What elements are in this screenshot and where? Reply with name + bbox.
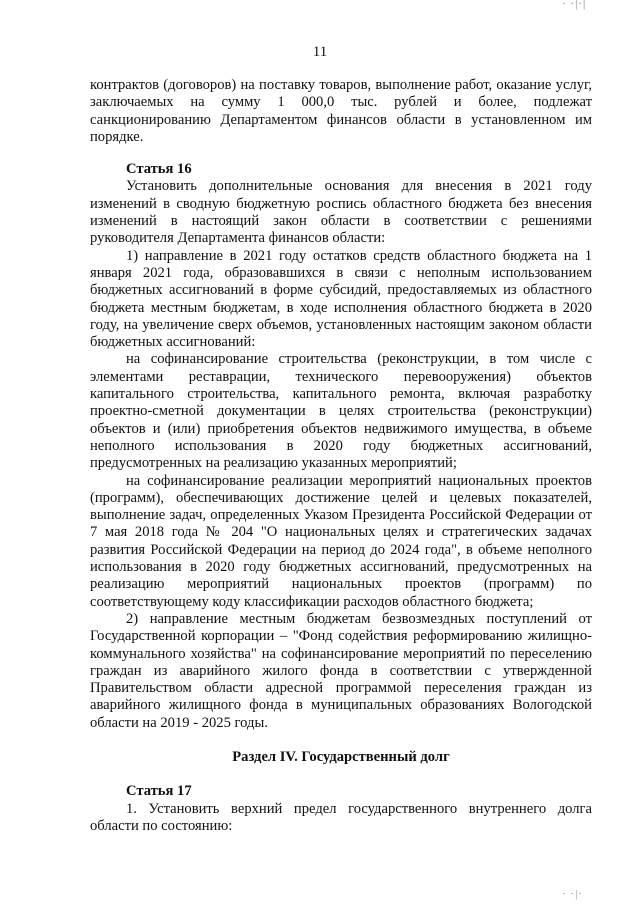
corner-mark-bottom: · ·|· [562, 888, 583, 900]
article-17-heading: Статья 17 [126, 783, 192, 800]
document-body [90, 77, 592, 835]
paragraph-article-17-item-1: 1. Установить верхний предел государственного внутреннего долга области по состоянию: [90, 800, 592, 834]
paragraph-cofinancing-construction: на софинансирование строительства (реконструкции, в том числе с элементами реставрации, технического перевооружения) объектов капитального строительства, капитального ремонта, включая разработку проектно-сметной документации в целях строительства (реконструкции) объектов и (или) приобретения объектов недвижимого имущества, в объеме неполного использования в 2020 году бюджетных ассигнований, предусмотренных на реализацию указанных мероприятий; [90, 351, 592, 472]
paragraph-cofinancing-national-projects: на софинансирование реализации мероприятий национальных проектов (программ), обеспечивающих достижение целей и целевых показателей, выполнение задач, определенных Указом Президента Российской Федерации от 7 мая 2018 года № 204 "О национальных целях и стратегических задачах развития Российской Федерации на период до 2024 года", в объеме неполного использования в 2020 году бюджетных ассигнований, предусмотренных на реализацию мероприятий национальных проектов (программ) по соответствующему коду классификации расходов областного бюджета; [90, 472, 592, 610]
article-16-heading: Статья 16 [126, 161, 192, 178]
section-4-title: Раздел IV. Государственный долг [232, 748, 450, 765]
paragraph-item-1: 1) направление в 2021 году остатков средств областного бюджета на 1 января 2021 года, образовавшихся в связи с неполным использованием бюджетных ассигнований в форме субсидий, предоставляемых из областного бюджета местным бюджетам, в ходе исполнения областного бюджета в 2020 году, на увеличение сверх объемов, установленных настоящим законом области бюджетных ассигнований: [90, 247, 592, 351]
paragraph-item-2: 2) направление местным бюджетам безвозмездных поступлений от Государственной корпорации – "Фонд содействия реформированию жилищно-коммунального хозяйства" на софинансирование мероприятий по переселению граждан из аварийного жилого фонда в соответствии с утвержденной Правительством области адресной программой переселения граждан из аварийного жилищного фонда в муниципальных образованиях Вологодской области на 2019 - 2025 годы. [90, 610, 592, 731]
corner-mark-top: · ·|·| [562, 0, 587, 10]
page-number: 11 [312, 44, 328, 60]
paragraph-article-16-intro: Установить дополнительные основания для внесения в 2021 году изменений в сводную бюджетную роспись областного бюджета без внесения изменений в настоящий закон области в соответствии с решениями руководителя Департамента финансов области: [90, 178, 592, 247]
paragraph-continuation: контрактов (договоров) на поставку товаров, выполнение работ, оказание услуг, заключаемых на сумму 1 000,0 тыс. рублей и более, подлежат санкционированию Департаментом финансов области в установленном им порядке. [90, 77, 592, 145]
